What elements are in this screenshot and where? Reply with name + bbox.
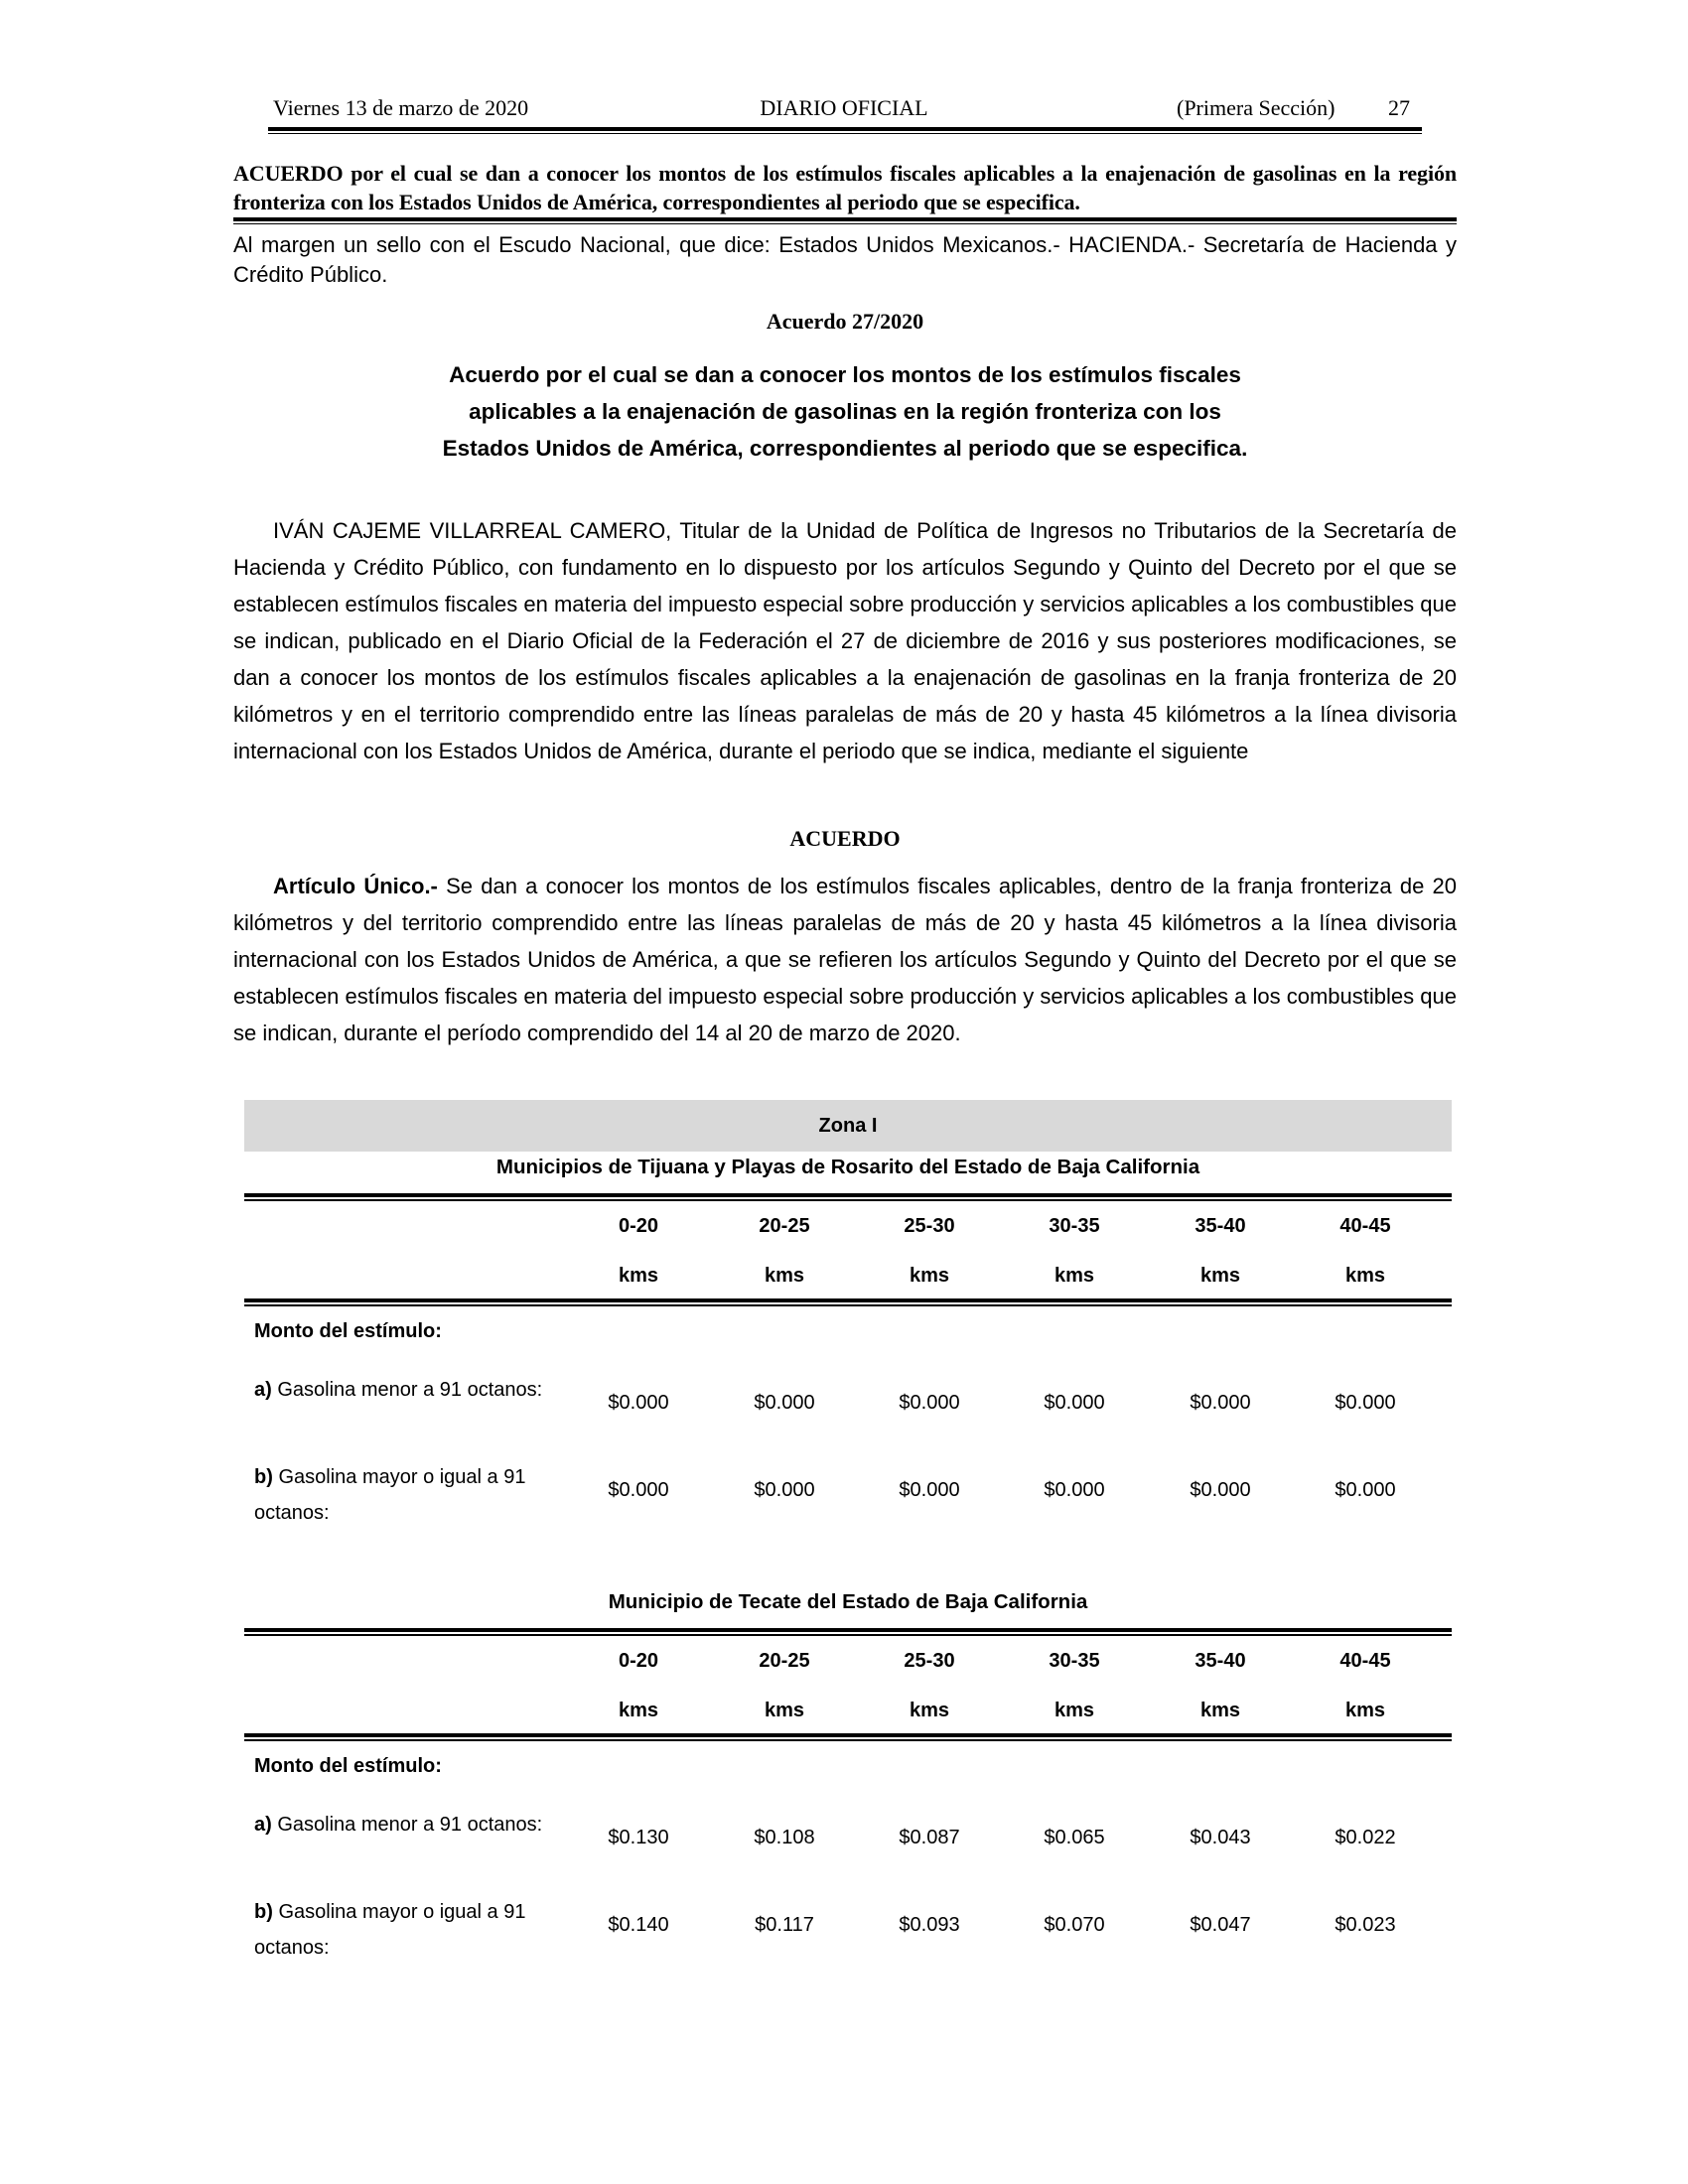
row-label — [254, 1372, 560, 1408]
column-header-unit: kms — [764, 1700, 805, 1721]
column-header-range: 35-40 — [1195, 1215, 1246, 1237]
table-cell: $0.000 — [1044, 1479, 1105, 1501]
table-cell: $0.000 — [899, 1479, 960, 1501]
table-header-rule — [244, 1298, 1452, 1306]
column-header-range: 30-35 — [1049, 1215, 1100, 1237]
column-header-range: 0-20 — [618, 1650, 659, 1672]
article-label: Artículo Único.- — [273, 874, 438, 898]
header-section: (Primera Sección) — [1177, 95, 1336, 120]
table-top-rule — [244, 1193, 1452, 1201]
column-header-unit: kms — [1054, 1700, 1095, 1721]
table-cell: $0.140 — [608, 1914, 669, 1936]
table-cell: $0.087 — [899, 1827, 960, 1848]
table-cell: $0.130 — [608, 1827, 669, 1848]
row-label-text: Gasolina mayor o igual a 91 octanos: — [254, 1466, 526, 1524]
column-header-unit: kms — [618, 1265, 659, 1287]
column-header-range: 35-40 — [1195, 1650, 1246, 1672]
row-label-text: Gasolina menor a 91 octanos: — [271, 1814, 543, 1836]
row-prefix: a) — [254, 1814, 272, 1836]
column-header-range: 30-35 — [1049, 1650, 1100, 1672]
column-header-unit: kms — [1054, 1265, 1095, 1287]
margin-note: Al margen un sello con el Escudo Nacional, que dice: Estados Unidos Mexicanos.- HACIENDA.- Secretaría de Hacienda y Crédito Público. — [233, 232, 1457, 287]
table-cell: $0.000 — [754, 1392, 815, 1414]
zone-band — [244, 1100, 1452, 1152]
table-cell: $0.108 — [754, 1827, 815, 1848]
table-cell: $0.093 — [899, 1914, 960, 1936]
table-cell: $0.000 — [1335, 1392, 1396, 1414]
column-header-range: 20-25 — [759, 1650, 810, 1672]
table-cell: $0.043 — [1190, 1827, 1251, 1848]
row-prefix: a) — [254, 1379, 272, 1401]
column-header-unit: kms — [1199, 1265, 1241, 1287]
column-header-range: 20-25 — [759, 1215, 810, 1237]
table-cell: $0.000 — [1190, 1479, 1251, 1501]
preamble-paragraph: IVÁN CAJEME VILLARREAL CAMERO, Titular de la Unidad de Política de Ingresos no Tributarios de la Secretaría de Hacienda y Crédito Público, con fundamento en lo dispuesto por los artículos Segundo y Quinto del Decreto por el que se establecen estímulos fiscales en materia del impuesto especial sobre producción y servicios aplicables a los combustibles que se indican, publicado en el Diario Oficial de la Federación el 27 de diciembre de 2016 y sus posteriores modificaciones, se dan a conocer los montos de los estímulos fiscales aplicables a la enajenación de gasolinas en la franja fronteriza de 20 kilómetros y en el territorio comprendido entre las líneas paralelas de más de 20 y hasta 45 kilómetros a la línea divisoria internacional con los Estados Unidos de América, durante el periodo que se indica, mediante el siguiente — [233, 518, 1457, 763]
section-label: Monto del estímulo: — [254, 1755, 442, 1777]
table-cell: $0.000 — [754, 1479, 815, 1501]
column-header-range: 25-30 — [904, 1650, 955, 1672]
row-label — [254, 1807, 560, 1843]
column-header-range: 40-45 — [1339, 1650, 1391, 1672]
acuerdo-heading: ACUERDO — [789, 826, 901, 851]
header-rule — [268, 127, 1422, 134]
header-publication: DIARIO OFICIAL — [760, 95, 928, 120]
table-header-rule — [244, 1733, 1452, 1741]
article-text: Se dan a conocer los montos de los estímulos fiscales aplicables, dentro de la franja fronteriza de 20 kilómetros y del territorio comprendido entre las líneas paralelas de más de 20 y hasta 45 kilómetros a la línea divisoria internacional con los Estados Unidos de América, a que se refieren los artículos Segundo y Quinto del Decreto por el que se establecen estímulos fiscales en materia del impuesto especial sobre producción y servicios aplicables a los combustibles que se indican, durante el período comprendido del 14 al 20 de marzo de 2020. — [233, 874, 1457, 1045]
row-label — [254, 1894, 560, 1966]
column-header-range: 25-30 — [904, 1215, 955, 1237]
table-subtitle: Municipios de Tijuana y Playas de Rosarito del Estado de Baja California — [495, 1156, 1200, 1178]
table-subtitle: Municipio de Tecate del Estado de Baja California — [608, 1590, 1088, 1613]
column-header-unit: kms — [909, 1700, 950, 1721]
column-header-unit: kms — [909, 1265, 950, 1287]
column-header-unit: kms — [618, 1700, 659, 1721]
row-label-text: Gasolina menor a 91 octanos: — [271, 1379, 543, 1401]
table-cell: $0.000 — [899, 1392, 960, 1414]
table-cell: $0.000 — [1335, 1479, 1396, 1501]
row-prefix: b) — [254, 1901, 273, 1923]
table-cell: $0.070 — [1044, 1914, 1105, 1936]
column-header-range: 0-20 — [618, 1215, 659, 1237]
table-cell: $0.000 — [1044, 1392, 1105, 1414]
acuerdo-number: Acuerdo 27/2020 — [766, 309, 924, 334]
row-prefix: b) — [254, 1466, 273, 1488]
column-header-range: 40-45 — [1339, 1215, 1391, 1237]
header-page-number: 27 — [1388, 95, 1410, 120]
column-header-unit: kms — [764, 1265, 805, 1287]
row-label-text: Gasolina mayor o igual a 91 octanos: — [254, 1901, 526, 1959]
table-cell: $0.000 — [1190, 1392, 1251, 1414]
header-date: Viernes 13 de marzo de 2020 — [273, 95, 529, 120]
table-cell: $0.047 — [1190, 1914, 1251, 1936]
main-title: Acuerdo por el cual se dan a conocer los montos de los estímulos fiscales aplicables a la enajenación de gasolinas en la región fronteriza con los Estados Unidos de América, correspondientes al periodo que se especifica. — [442, 362, 1248, 461]
table-cell: $0.065 — [1044, 1827, 1105, 1848]
document-title: ACUERDO por el cual se dan a conocer los montos de los estímulos fiscales aplicables a la enajenación de gasolinas en la región fronteriza con los Estados Unidos de América, correspondientes al periodo que se especifica. — [233, 161, 1457, 214]
section-label: Monto del estímulo: — [254, 1320, 442, 1342]
column-header-unit: kms — [1344, 1265, 1386, 1287]
table-cell: $0.000 — [608, 1479, 669, 1501]
title-rule — [233, 217, 1457, 224]
column-header-unit: kms — [1344, 1700, 1386, 1721]
article-paragraph — [233, 868, 1457, 1051]
table-cell: $0.117 — [755, 1914, 814, 1936]
table-cell: $0.023 — [1335, 1914, 1396, 1936]
column-header-unit: kms — [1199, 1700, 1241, 1721]
table-cell: $0.022 — [1335, 1827, 1396, 1848]
table-cell: $0.000 — [608, 1392, 669, 1414]
table-top-rule — [244, 1628, 1452, 1636]
zone-label: Zona I — [818, 1114, 878, 1137]
row-label — [254, 1459, 560, 1531]
